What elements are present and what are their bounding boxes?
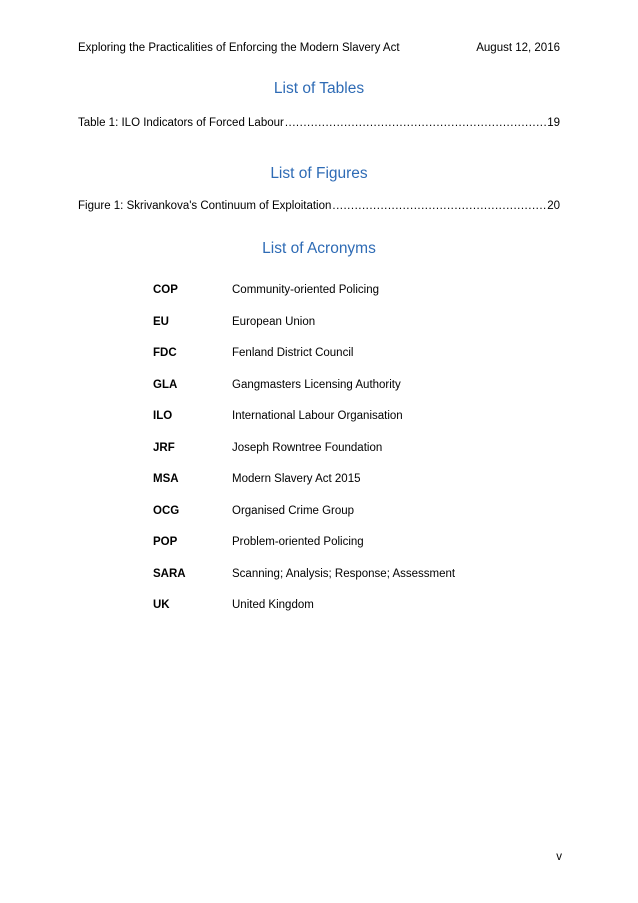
acronym-row <box>153 473 483 505</box>
acronym-expansion: Gangmasters Licensing Authority <box>232 378 401 391</box>
acronym-expansion: Fenland District Council <box>232 347 354 359</box>
acronym-abbreviation: ILO <box>153 410 173 422</box>
acronym-expansion: European Union <box>232 315 316 328</box>
acronym-abbreviation: GLA <box>153 378 178 391</box>
header-date: August 12, 2016 <box>476 42 560 54</box>
acronym-expansion: Organised Crime Group <box>232 504 355 517</box>
acronym-row <box>153 316 483 348</box>
acronym-abbreviation: OCG <box>153 504 180 517</box>
acronym-row <box>153 599 483 631</box>
list-of-tables-heading: List of Tables <box>273 80 365 97</box>
toc-entry-title: Figure 1: Skrivankova's Continuum of Exploitation <box>78 200 332 212</box>
acronym-row <box>153 505 483 537</box>
toc-entry-title: Table 1: ILO Indicators of Forced Labour <box>78 117 284 129</box>
acronym-row <box>153 442 483 474</box>
acronym-list <box>153 284 483 631</box>
acronym-expansion: Joseph Rowntree Foundation <box>232 441 383 454</box>
acronym-row <box>153 347 483 379</box>
toc-entry-page: 20 <box>547 200 560 212</box>
acronym-expansion: United Kingdom <box>232 599 314 611</box>
acronym-expansion: Problem-oriented Policing <box>232 536 364 548</box>
acronym-abbreviation: JRF <box>153 441 175 454</box>
toc-entry-page: 19 <box>547 117 560 129</box>
acronym-abbreviation: COP <box>153 284 178 296</box>
acronym-expansion: Modern Slavery Act 2015 <box>232 473 361 485</box>
acronym-expansion: Scanning; Analysis; Response; Assessment <box>232 567 456 580</box>
toc-entry-table-1[interactable] <box>78 117 560 129</box>
acronym-expansion: Community-oriented Policing <box>232 284 380 296</box>
acronym-row <box>153 536 483 568</box>
acronym-abbreviation: UK <box>153 599 170 611</box>
acronym-expansion: International Labour Organisation <box>232 410 403 422</box>
page-number: v <box>556 851 562 863</box>
acronym-row <box>153 284 483 316</box>
acronym-abbreviation: EU <box>153 315 169 328</box>
header-title: Exploring the Practicalities of Enforcing the Modern Slavery Act <box>78 42 400 54</box>
toc-entry-figure-1[interactable] <box>78 200 560 212</box>
page-header <box>78 42 560 54</box>
acronym-row <box>153 568 483 600</box>
acronym-row <box>153 410 483 442</box>
acronym-row <box>153 379 483 411</box>
dot-leader <box>285 117 546 129</box>
list-of-acronyms-heading: List of Acronyms <box>262 240 376 257</box>
acronym-abbreviation: SARA <box>153 567 186 580</box>
dot-leader <box>332 200 546 212</box>
list-of-figures-heading: List of Figures <box>270 165 368 182</box>
acronym-abbreviation: FDC <box>153 347 177 359</box>
acronym-abbreviation: MSA <box>153 473 179 485</box>
acronym-abbreviation: POP <box>153 536 178 548</box>
